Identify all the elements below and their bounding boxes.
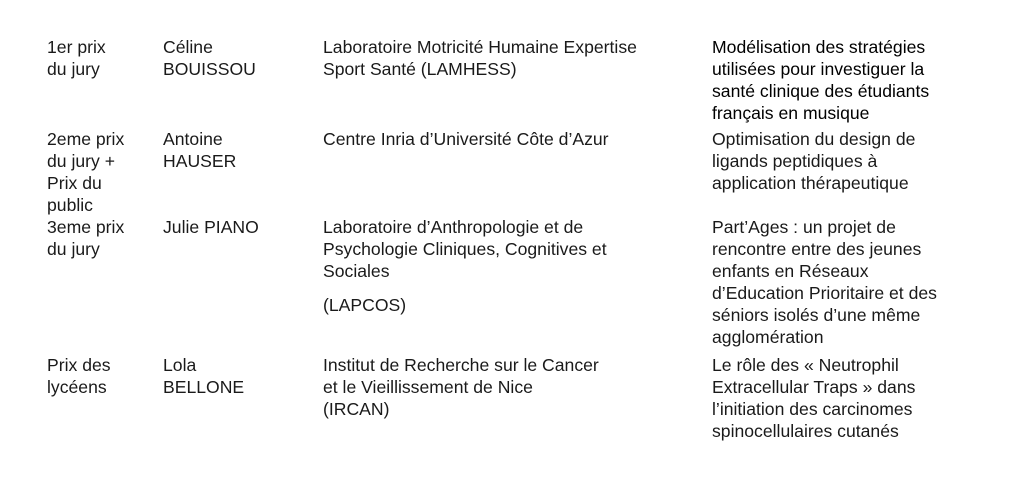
lab-extra-line: (LAPCOS) bbox=[323, 295, 407, 315]
name-line: BELLONE bbox=[163, 377, 245, 397]
title-cell bbox=[712, 36, 1012, 124]
title-cell bbox=[712, 354, 1012, 442]
table-row bbox=[0, 354, 1024, 446]
prize-line: 2eme prix bbox=[47, 129, 125, 149]
name-cell bbox=[163, 36, 313, 80]
prize-line: Prix des bbox=[47, 355, 111, 375]
lab-cell bbox=[323, 354, 701, 420]
prize-line: 3eme prix bbox=[47, 217, 125, 237]
lab-line: Sociales bbox=[323, 261, 390, 281]
title-line: français en musique bbox=[712, 103, 870, 123]
lab-line: Laboratoire Motricité Humaine Expertise bbox=[323, 37, 637, 57]
title-line: ligands peptidiques à bbox=[712, 151, 878, 171]
name-cell bbox=[163, 354, 313, 398]
name-line: BOUISSOU bbox=[163, 59, 256, 79]
title-line: santé clinique des étudiants bbox=[712, 81, 930, 101]
prize-cell bbox=[47, 216, 153, 260]
prize-cell bbox=[47, 36, 153, 80]
prize-cell bbox=[47, 128, 153, 216]
name-cell bbox=[163, 216, 313, 238]
prize-line: Prix du bbox=[47, 173, 102, 193]
name-line: HAUSER bbox=[163, 151, 237, 171]
title-line: Modélisation des stratégies bbox=[712, 37, 926, 57]
prize-line: lycéens bbox=[47, 377, 107, 397]
prize-line: du jury bbox=[47, 239, 100, 259]
name-cell bbox=[163, 128, 313, 172]
title-line: agglomération bbox=[712, 327, 824, 347]
prize-line: 1er prix bbox=[47, 37, 106, 57]
title-line: utilisées pour investiguer la bbox=[712, 59, 925, 79]
title-line: Le rôle des « Neutrophil bbox=[712, 355, 899, 375]
title-cell bbox=[712, 216, 1012, 348]
lab-cell bbox=[323, 216, 701, 316]
lab-line: Institut de Recherche sur le Cancer bbox=[323, 355, 599, 375]
title-line: l’initiation des carcinomes bbox=[712, 399, 913, 419]
lab-cell bbox=[323, 128, 701, 150]
name-line: Julie PIANO bbox=[163, 217, 259, 237]
lab-cell bbox=[323, 36, 701, 80]
table-row bbox=[0, 36, 1024, 128]
prize-line: du jury bbox=[47, 59, 100, 79]
title-line: d’Education Prioritaire et des bbox=[712, 283, 937, 303]
prize-line: du jury + bbox=[47, 151, 115, 171]
lab-line: Psychologie Cliniques, Cognitives et bbox=[323, 239, 607, 259]
prize-table bbox=[0, 36, 1024, 446]
table-row bbox=[0, 128, 1024, 216]
lab-line: Sport Santé (LAMHESS) bbox=[323, 59, 517, 79]
title-line: séniors isolés d’une même bbox=[712, 305, 921, 325]
table-row bbox=[0, 216, 1024, 354]
title-line: enfants en Réseaux bbox=[712, 261, 869, 281]
lab-line: (IRCAN) bbox=[323, 399, 390, 419]
title-line: Extracellular Traps » dans bbox=[712, 377, 916, 397]
title-line: application thérapeutique bbox=[712, 173, 909, 193]
lab-line: et le Vieillissement de Nice bbox=[323, 377, 533, 397]
title-line: Part’Ages : un projet de bbox=[712, 217, 896, 237]
lab-line: Laboratoire d’Anthropologie et de bbox=[323, 217, 584, 237]
title-line: Optimisation du design de bbox=[712, 129, 916, 149]
name-line: Céline bbox=[163, 37, 213, 57]
name-line: Antoine bbox=[163, 129, 223, 149]
name-line: Lola bbox=[163, 355, 197, 375]
title-line: spinocellulaires cutanés bbox=[712, 421, 899, 441]
lab-line: Centre Inria d’Université Côte d’Azur bbox=[323, 129, 609, 149]
prize-line: public bbox=[47, 195, 93, 215]
title-line: rencontre entre des jeunes bbox=[712, 239, 922, 259]
prize-cell bbox=[47, 354, 153, 398]
title-cell bbox=[712, 128, 1012, 194]
